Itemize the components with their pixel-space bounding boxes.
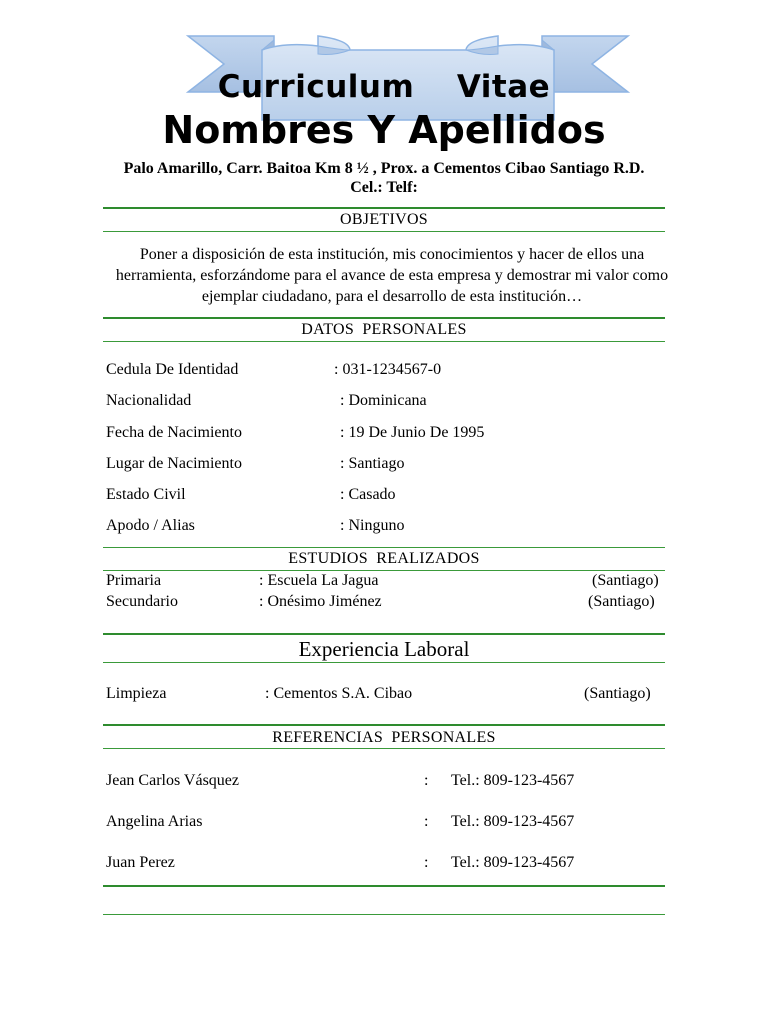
estudio-level-secundario: Secundario <box>106 593 178 610</box>
contact-block <box>0 159 768 197</box>
datos-label-lugar: Lugar de Nacimiento <box>106 455 242 472</box>
datos-label-apodo: Apodo / Alias <box>106 517 195 534</box>
section-rule <box>103 914 665 915</box>
section-title-datos: DATOS PERSONALES <box>301 321 467 338</box>
datos-label-nacionalidad: Nacionalidad <box>106 392 192 409</box>
datos-value-estado: : Casado <box>340 486 396 503</box>
datos-value-apodo: : Ninguno <box>340 517 405 534</box>
section-rule <box>103 207 665 209</box>
datos-value-cedula: : 031-1234567-0 <box>334 361 442 378</box>
datos-label-fecha: Fecha de Nacimiento <box>106 424 242 441</box>
referencia-sep: : <box>424 854 429 871</box>
banner-title: Curriculum Vitae <box>217 69 551 105</box>
experiencia-company: : Cementos S.A. Cibao <box>265 685 413 702</box>
phone-line: Cel.: Telf: <box>350 179 418 196</box>
datos-label-cedula: Cedula De Identidad <box>106 361 239 378</box>
datos-value-fecha: : 19 De Junio De 1995 <box>340 424 485 441</box>
experiencia-job: Limpieza <box>106 685 167 702</box>
referencia-phone: Tel.: 809-123-4567 <box>451 772 575 789</box>
section-rule <box>103 317 665 319</box>
referencia-sep: : <box>424 772 429 789</box>
estudio-city-secundario: (Santiago) <box>588 593 655 610</box>
section-rule <box>103 748 665 749</box>
datos-value-nacionalidad: : Dominicana <box>340 392 427 409</box>
section-title-experiencia: Experiencia Laboral <box>298 637 470 661</box>
section-rule <box>103 570 665 571</box>
estudio-city-primaria: (Santiago) <box>592 572 659 589</box>
section-rule <box>103 662 665 663</box>
experiencia-city: (Santiago) <box>584 685 651 702</box>
candidate-name: Nombres Y Apellidos <box>162 108 606 152</box>
datos-label-estado: Estado Civil <box>106 486 186 503</box>
referencia-sep: : <box>424 813 429 830</box>
section-title-estudios: ESTUDIOS REALIZADOS <box>288 550 480 567</box>
objective-text: Poner a disposición de esta institución, mis conocimientos y hacer de ellos una herramienta, esforzándome para el avance de esta empresa y demostrar mi valor como ejemplar ciudadano, para el desarrollo de esta institución… <box>115 246 669 305</box>
estudio-school-primaria: : Escuela La Jagua <box>259 572 379 589</box>
address-line: Palo Amarillo, Carr. Baitoa Km 8 ½ , Prox. a Cementos Cibao Santiago R.D. <box>123 160 645 177</box>
datos-value-lugar: : Santiago <box>340 455 405 472</box>
estudio-level-primaria: Primaria <box>106 572 162 589</box>
estudio-school-secundario: : Onésimo Jiménez <box>259 593 382 610</box>
referencia-name: Angelina Arias <box>106 813 203 830</box>
referencia-phone: Tel.: 809-123-4567 <box>451 813 575 830</box>
section-rule <box>103 231 665 232</box>
referencia-phone: Tel.: 809-123-4567 <box>451 854 575 871</box>
section-title-objetivos: OBJETIVOS <box>339 211 429 228</box>
section-rule <box>103 633 665 635</box>
section-rule <box>103 547 665 548</box>
referencia-name: Juan Perez <box>106 854 175 871</box>
section-rule <box>103 341 665 342</box>
section-rule <box>103 724 665 726</box>
section-title-referencias: REFERENCIAS PERSONALES <box>272 729 496 746</box>
section-rule <box>103 885 665 887</box>
referencia-name: Jean Carlos Vásquez <box>106 772 239 789</box>
